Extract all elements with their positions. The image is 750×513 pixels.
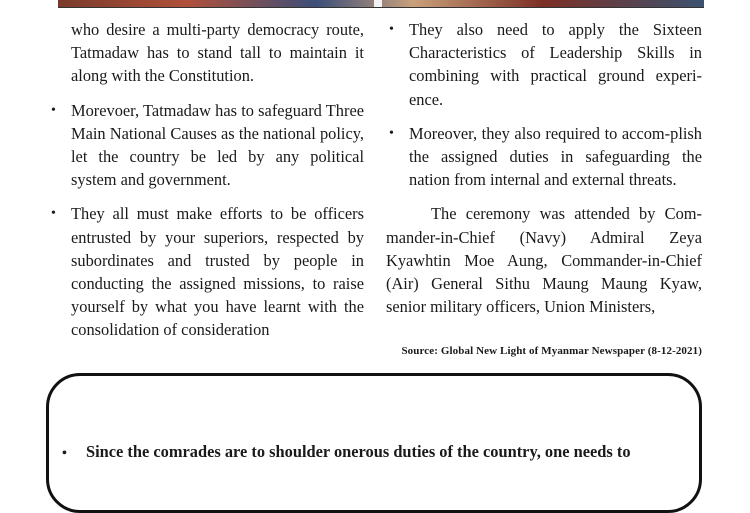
source-citation: Source: Global New Light of Myanmar Newspaper (8-12-2021) bbox=[401, 345, 702, 357]
left-column bbox=[48, 18, 364, 342]
bullet-icon: • bbox=[389, 125, 394, 141]
list-item bbox=[48, 202, 364, 341]
header-photo-strip bbox=[58, 0, 704, 8]
bullet-icon: • bbox=[62, 446, 67, 461]
bullet-icon: • bbox=[389, 22, 394, 37]
bullet-icon: • bbox=[51, 102, 56, 118]
ceremony-paragraph: The ceremony was attended by Com-mander-in-Chief (Navy) Admiral Zeya Kyawhtin Moe Aung, Commander-in-Chief (Air) General Sithu Maung Maung Kyaw, senior military officers, Union Ministers, bbox=[386, 204, 702, 317]
list-item bbox=[48, 99, 364, 192]
list-item-text: Morevoer, Tatmadaw has to safeguard Three Main National Causes as the national policy, let the country be led by any political system and government. bbox=[71, 100, 364, 190]
list-item-text: They also need to apply the Sixteen Characteristics of Leadership Skills in combining with practical ground experi-ence. bbox=[409, 20, 702, 109]
list-item bbox=[386, 122, 702, 192]
callout-bullet-text: Since the comrades are to shoulder onerous duties of the country, one needs to bbox=[86, 442, 631, 461]
continuation-paragraph: who desire a multi-party democracy route, Tatmadaw has to stand tall to maintain it along with the Constitution. bbox=[71, 20, 364, 86]
right-column bbox=[386, 18, 702, 318]
callout-bullet bbox=[62, 440, 702, 465]
list-item-text: They all must make efforts to be officers entrusted by your superiors, respected by subordinates and trusted by people in conducting the assigned missions, to raise yourself by what you have learnt with the consolidation of consideration bbox=[71, 204, 364, 340]
list-item bbox=[386, 18, 702, 111]
bullet-icon: • bbox=[51, 206, 56, 222]
list-item-text: Moreover, they also required to accom-plish the assigned duties in safeguarding the nation from internal and external threats. bbox=[409, 123, 702, 190]
photo-divider bbox=[374, 0, 382, 7]
